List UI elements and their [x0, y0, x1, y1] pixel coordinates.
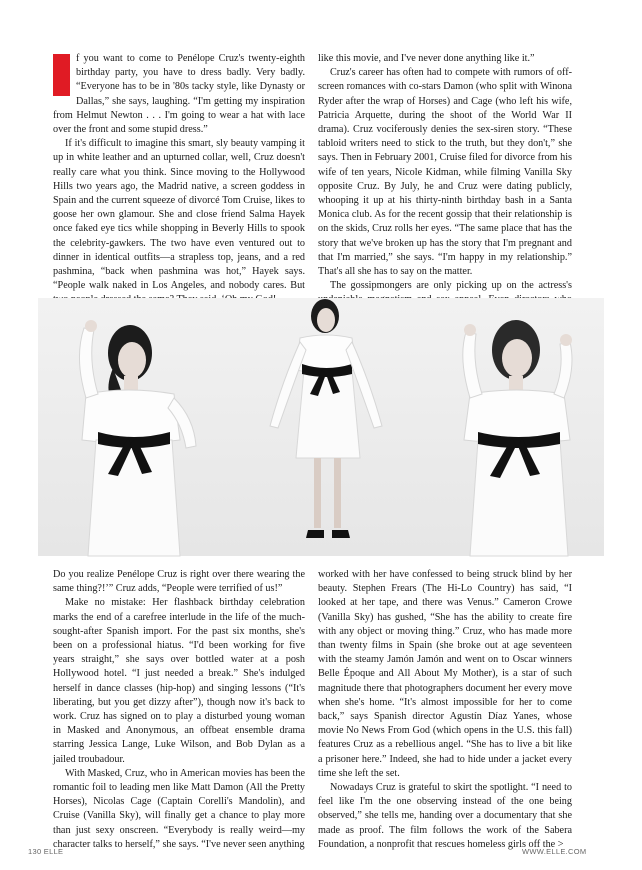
paragraph: like this movie, and I've never done anything like it.”: [318, 53, 535, 64]
paragraph: If it's difficult to imagine this smart, sly beauty vamping it up in white leather and an upturned collar, well, Cruz doesn't really care what you think. Since moving to the Hollywood Hills two years ago, the Madrid native, a screen goddess in Spain and the current squeeze of divorcé Tom Cruise, likes to goose her own glamour. She and close friend Salma Hayek once faked eye tics while shopping in Beverly Hills to spook the celebrity-gawkers. The two have even ventured out to dinner in identical outfits—a strapless top, jeans, and a red pashmina, “back when pashmina was hot,” Hayek says. “People walk naked in Los Angeles, and nobody cares. But: [53, 138, 305, 292]
article-column-top-right: [318, 52, 572, 294]
paragraph: Nowadays Cruz is grateful to skirt the spotlight. “I need to feel like I'm the one observing instead of the one being observed,” she tells me, handing over a documentary that she made as proof. The film follows the work of the Sabera Foundation, a nonprofit that rescues homeless girls off the >: [318, 782, 572, 850]
article-column-top-left: [53, 52, 305, 294]
website-url[interactable]: WWW.ELLE.COM: [522, 847, 587, 856]
paragraph: Make no mistake: Her flashback birthday celebration marks the end of a carefree interlude in the life of the much-sought-after Spanish import. For the past six months, she's been on a professional hiatus. “I'd been working for five years straight,” she says over bottled water at a posh Hollywood hotel. “I just needed a break.” She's indulged herself in dance classes (hip-hop) and singing lessons (“It's liberating, but you get dizzy after”), though now it's back to work. Cruz has signed on to play a disturbed young woman in Masked and Anonymous, an offbeat ensemble drama starring Jessica Lange, Luke Wilson, and Bob Dylan as a jailed troubadour.: [53, 597, 305, 765]
paragraph: With Masked, Cruz, who in American movies has been the romantic foil to leading men like Matt Damon (All the Pretty Horses), Nicolas Cage (Captain Corelli's Mandolin), and Cruise (Vanilla Sky), will finally get a chance to play more than just sexy onscreen. “Everybody is really weird—my character talks to herself,” she says. “I've never seen anything: [53, 767, 305, 850]
drop-cap-red-block: [53, 54, 70, 96]
paragraph: Cruz's career has often had to compete with rumors of off-screen romances with co-stars Damon (who split with Winona Ryder after the wrap of Horses) and Cage (who left his wife, Patricia Arquette, during the shoot of the World War II drama). Cruz vociferously denies the sex-siren story. “These tabloid writers need to stick to the truth, but they don't,” she says. Then in February 2001, Cruise filed for divorce from his wife of ten years, Nicole Kidman, while filming Vanilla Sky opposite Cruz. By July, he and Cruz were dating publicly, whooping it up at his thirty-ninth birthday bash in a Santa Monica club. As for the recent gossip that their relationship is on the skids, Cruz rolls her eyes. “The same place that has the story that we've broken up has the story that I'm pregnant and that I'm married,” she says. “I'm happy in my relationship.” That's all she has to say on the matter.: [318, 67, 572, 278]
page-number-folio: 130 ELLE: [28, 847, 64, 856]
article-column-bottom-right: [318, 568, 572, 850]
article-column-bottom-left: [53, 568, 305, 850]
paragraph: The gossipmongers are only picking up on the actress's: [330, 280, 572, 292]
paragraph: f you want to come to Penélope Cruz's twenty-eighth birthday party, you have to dress badly. Very badly. “Everyone has to be in '80s tacky style, like Dynasty or Dallas,” she says, laughing. “I'm getting my inspiration from Helmut Newton . . . I'm going to wear a hat with lace over the front and some stupid dress.”: [53, 53, 305, 136]
photo-strip-three-poses: [38, 298, 604, 556]
paragraph: Do you realize Penélope Cruz is right over there wearing the same thing?!’” Cruz adds, “People were terrified of us!”: [53, 569, 305, 595]
paragraph: worked with her have confessed to being struck blind by her beauty. Stephen Frears (The Hi-Lo Country) has said, “I looked at her tape, and there was Venus.” Cameron Crowe (Vanilla Sky) has gushed, “She has the ability to create fire with any object or moving thing.” Cruz, who has made more than twenty films in Spain (she broke out at age seventeen with the steamy Jamón Jamón and went on to Oscar winners Belle Époque and All About My Mother), is a star of such magnitude there that photographers document her every move when she's home. “It's almost impossible for her to come back,” says Spanish director Agustín Díaz Yanes, whose movie No News From God (which opens in the U.S. this fall) features Cruz as a rebellious angel. “She has to live a bit like a prisoner here.” Indeed, she had to hide under a jacket every time she left the set.: [318, 569, 572, 779]
